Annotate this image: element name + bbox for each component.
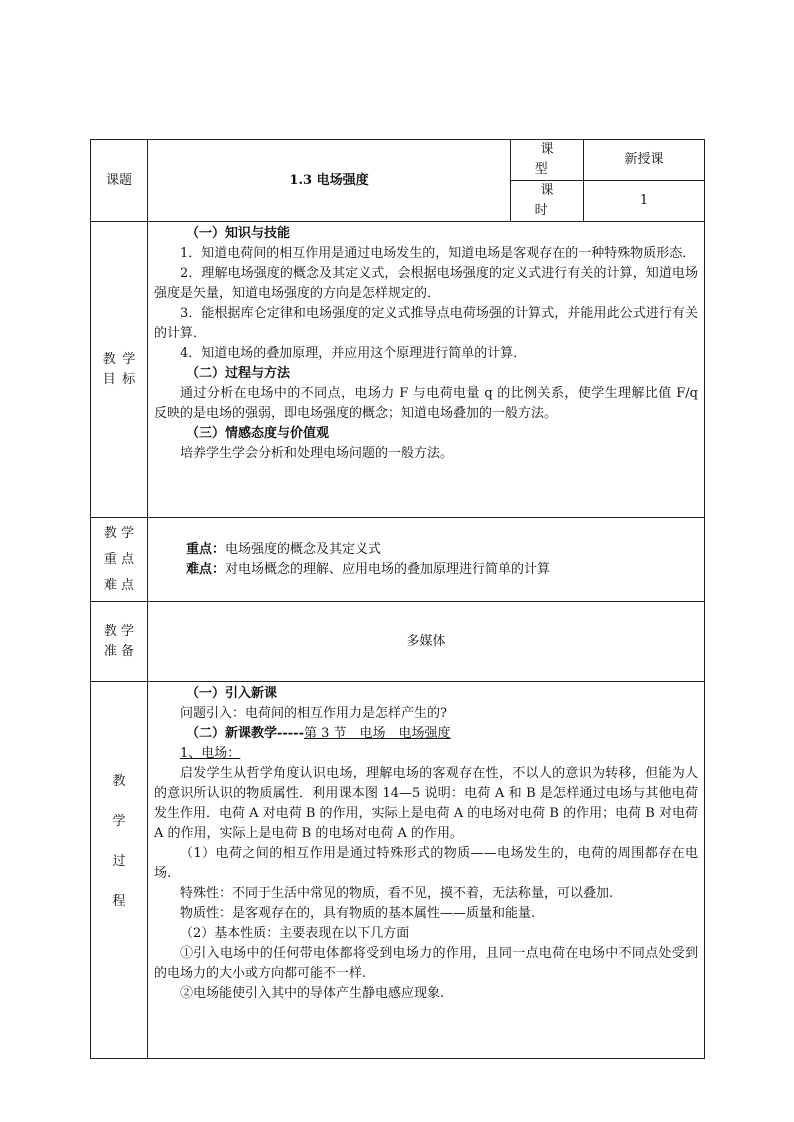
keypoints-label — [91, 518, 148, 602]
process-paragraph-4: 物质性：是客观存在的，具有物质的基本属性——质量和能量. — [180, 906, 536, 921]
process-paragraph-6: ①引入电场中的任何带电体都将受到电场力的作用，且同一点电荷在电场中不同点处受到的电场力的大小或方向都可能不一样. — [154, 946, 698, 981]
objectives-heading-attitude: （三）情感态度与价值观 — [186, 426, 330, 441]
lesson-type-value: 新授课 — [584, 140, 705, 181]
class-hours-value: 1 — [584, 181, 705, 222]
preparation-label — [91, 602, 148, 682]
objective-item-4: 4．知道电场的叠加原理，并应用这个原理进行简单的计算． — [180, 346, 527, 361]
key-point — [186, 540, 704, 560]
process-label-line3: 过 — [112, 854, 126, 869]
objectives-heading-knowledge: （一）知识与技能 — [186, 226, 291, 241]
preparation-label-line1: 教 学 — [103, 623, 135, 639]
process-paragraph-3: 特殊性：不同于生活中常见的物质，看不见，摸不着，无法称量，可以叠加. — [180, 886, 614, 901]
process-paragraph-2: （1）电荷之间的相互作用是通过特殊形式的物质——电场发生的，电荷的周围都存在电场. — [154, 846, 698, 881]
process-method-text: 通过分析在电场中的不同点，电场力 F 与电荷电量 q 的比例关系，使学生理解比值 F/q 反映的是电场的强弱，即电场强度的概念；知道电场叠加的一般方法。 — [154, 386, 698, 421]
objectives-label-line2: 目标 — [102, 371, 142, 387]
process-content — [148, 682, 705, 1059]
preparation-label-line2: 准 备 — [103, 643, 135, 659]
objectives-content — [148, 222, 705, 518]
class-hours-label: 课 时 — [511, 181, 584, 222]
process-heading-new — [154, 724, 698, 744]
lesson-type-label: 课 型 — [511, 140, 584, 181]
process-label-line4: 程 — [112, 894, 126, 909]
key-point-text: 电场强度的概念及其定义式 — [225, 541, 382, 557]
process-intro-text: 问题引入：电荷间的相互作用力是怎样产生的? — [180, 706, 447, 721]
lesson-plan-table — [90, 139, 705, 1059]
preparation-value: 多媒体 — [148, 602, 705, 682]
objective-item-3: 3．能根据库仑定律和电场强度的定义式推导点电荷场强的计算式，并能用此公式进行有关的计算． — [154, 306, 698, 341]
process-label-line2: 学 — [112, 814, 126, 829]
objectives-label — [91, 222, 148, 518]
objective-item-2: 2．理解电场强度的概念及其定义式，会根据电场强度的定义式进行有关的计算，知道电场强度是矢量，知道电场强度的方向是怎样规定的． — [154, 266, 698, 301]
objectives-heading-process: （二）过程与方法 — [186, 366, 291, 381]
process-paragraph-7: ②电场能使引入其中的导体产生静电感应现象. — [180, 986, 445, 1001]
difficult-point-text: 对电场概念的理解、应用电场的叠加原理进行简单的计算 — [225, 561, 551, 577]
key-point-label: 重点： — [186, 541, 226, 557]
objective-item-1: 1．知道电荷间的相互作用是通过电场发生的，知道电场是客观存在的一种特殊物质形态． — [180, 246, 696, 261]
process-heading-new-label: （二）新课教学----- — [186, 726, 304, 741]
process-heading-intro: （一）引入新课 — [186, 686, 278, 701]
process-heading-new-section: 第 3 节 电场 电场强度 — [303, 726, 451, 741]
difficult-point-label: 难点： — [186, 561, 226, 577]
keypoints-label-line2: 重 点 — [103, 551, 135, 567]
process-subheading-field: 1、电场： — [180, 746, 241, 761]
objectives-label-line1: 教学 — [102, 351, 142, 367]
topic-label: 课题 — [91, 140, 148, 222]
keypoints-label-line3: 难 点 — [103, 577, 135, 593]
process-paragraph-5: （2）基本性质：主要表现在以下几方面 — [180, 926, 410, 941]
process-label — [91, 682, 148, 1059]
process-paragraph-1: 启发学生从哲学角度认识电场，理解电场的客观存在性，不以人的意识为转移，但能为人的意识所认识的物质属性．利用课本图 14—5 说明：电荷 A 和 B 是怎样通过电场与其他电荷发生作用．电荷 A 对电荷 B 的作用，实际上是电荷 A 的电场对电荷 B 的作用；电荷 B 对电荷 A 的作用，实际上是电荷 B 的电场对电荷 A 的作用。 — [154, 766, 698, 841]
process-label-line1: 教 — [112, 774, 126, 789]
difficult-point — [186, 560, 704, 580]
keypoints-label-line1: 教 学 — [103, 525, 135, 541]
keypoints-content — [148, 518, 705, 602]
lesson-title: 1.3 电场强度 — [148, 140, 511, 222]
attitude-text: 培养学生学会分析和处理电场问题的一般方法。 — [180, 446, 454, 461]
